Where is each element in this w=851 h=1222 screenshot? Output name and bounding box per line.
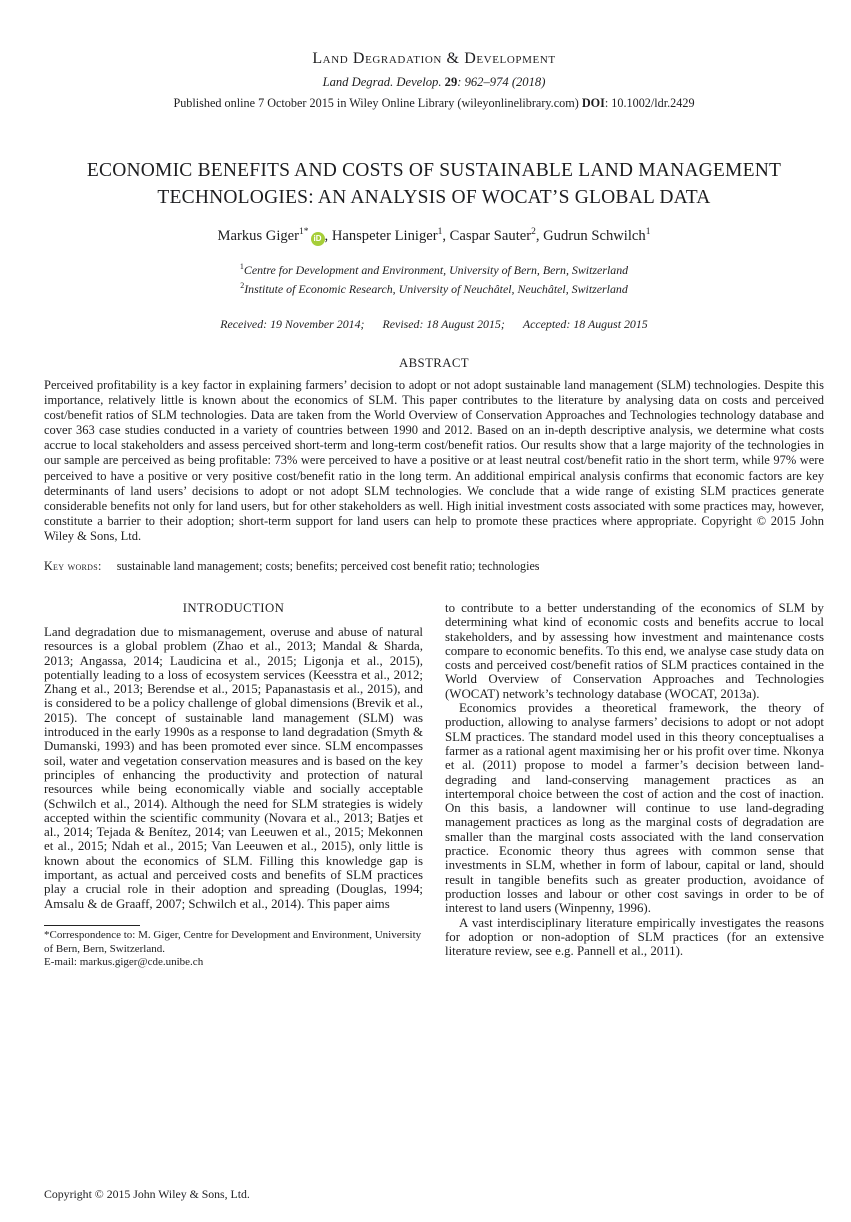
author-name: Caspar Sauter <box>449 228 532 244</box>
journal-name: Land Degradation & Development <box>312 50 556 67</box>
body-columns <box>44 601 824 970</box>
correspondence-footnote <box>44 925 423 970</box>
correspondence-email: E-mail: markus.giger@cde.unibe.ch <box>44 956 204 969</box>
accepted-date: Accepted: 18 August 2015 <box>522 316 648 331</box>
doi-label: DOI <box>581 96 605 110</box>
volume-number: 29 <box>444 75 458 89</box>
orcid-icon: iD <box>311 232 325 246</box>
title-block <box>44 157 824 332</box>
published-line <box>44 96 824 111</box>
keywords-label: Key words: <box>44 558 102 573</box>
affiliation-list <box>44 259 824 298</box>
article-title-line1: ECONOMIC BENEFITS AND COSTS OF SUSTAINABLE LAND MANAGEMENT <box>86 160 782 181</box>
received-date: Received: 19 November 2014; <box>220 316 365 331</box>
introduction-paragraph-right-3: A vast interdisciplinary literature empirically investigates the reasons for adoption or non-adoption of SLM practices (for an extensive literature review, see e.g. Pannell et al., 2011). <box>445 915 824 959</box>
journal-header <box>44 0 824 111</box>
author-name: Hanspeter Liniger <box>331 228 438 244</box>
article-title-line2: TECHNOLOGIES: AN ANALYSIS OF WOCAT’S GLOBAL DATA <box>157 187 711 208</box>
introduction-paragraph-right-2: Economics provides a theoretical framework, the theory of production, allowing to analyse farmers’ decisions to adopt or not adopt SLM practices. The standard model used in this theory conceptualises a farmer as a rational agent maximising her or his profit over time. Nkonya et al. (2011) propose to model a farmer’s decision between land-degrading and land-conserving management practices as an intertemporal choice between the cost of action and the cost of inaction. On this basis, a landowner will continue to use land-degrading management practices as long as the marginal costs of degradation are smaller than the marginal costs associated with the land conservation practice. Economic theory thus agrees with common sense that investments in SLM, whether in form of labour, capital or land, should result in tangible benefits such as greater production, avoidance of production losses and labour or other cost savings in order to be of interest to land users (Winpenny, 1996). <box>445 701 824 916</box>
author-name: Markus Giger <box>217 228 300 244</box>
affiliation-2 <box>44 278 824 297</box>
journal-abbrev: Land Degrad. Develop. <box>322 75 442 89</box>
author-name: Gudrun Schwilch <box>543 228 646 244</box>
citation-line <box>44 75 824 90</box>
right-column <box>445 601 824 970</box>
article-history <box>44 317 824 332</box>
introduction-paragraph-right-1: to contribute to a better understanding of the economics of SLM by determining what kind of economic costs and benefits accrue to local stakeholders, and by assessing how investment and maintenance costs compare to economic benefits. To this end, we analyse case study data on costs and perceived cost/benefit ratios of SLM practices contained in the World Overview of Conservation Approaches and Technologies (WOCAT) network’s technology database (WOCAT, 2013a). <box>445 600 825 701</box>
affiliation-text: Institute of Economic Research, University of Neuchâtel, Neuchâtel, Switzerland <box>244 282 628 297</box>
author-affiliation-marker: 1* <box>299 227 309 238</box>
affiliation-1 <box>44 259 824 278</box>
keywords-text: sustainable land management; costs; benefits; perceived cost benefit ratio; technologies <box>116 558 540 573</box>
affiliation-text: Centre for Development and Environment, University of Bern, Bern, Switzerland <box>243 262 629 277</box>
author-separator: , <box>442 228 450 244</box>
footnote-rule <box>44 925 140 926</box>
author-affiliation-marker: 1 <box>645 227 651 238</box>
author-separator: , <box>535 228 544 244</box>
published-text: Published online 7 October 2015 in Wiley Online Library (wileyonlinelibrary.com) <box>173 96 582 110</box>
revised-date: Revised: 18 August 2015; <box>382 316 505 331</box>
article-title <box>44 157 824 211</box>
doi-value: : 10.1002/ldr.2429 <box>604 96 695 110</box>
author-list <box>44 228 824 246</box>
abstract-heading: ABSTRACT <box>398 355 470 370</box>
keywords-line <box>44 559 824 574</box>
left-column <box>44 601 423 970</box>
introduction-paragraph-left: Land degradation due to mismanagement, overuse and abuse of natural resources is a global problem (Zhao et al., 2013; Mandal & Sharda, 2013; Angassa, 2014; Laudicina et al., 2015; Ligonja et al., 2015), potentially leading to a loss of ecosystem services (Keesstra et al., 2012; Zhang et al., 2013; Berendse et al., 2015; Papanastasis et al., 2015), and is considered to be a policy challenge of global dimensions (Brevik et al., 2015). The concept of sustainable land management (SLM) was introduced in the early 1990s as a response to land degradation (Smyth & Dumanski, 1993) and has been promoted ever since. SLM encompasses soil, water and vegetation conservation measures and is based on the key principles of enhancing the productivity and protection of natural resources while being economically viable and socially acceptable (Schwilch et al., 2014). Although the need for SLM strategies is widely accepted within the scientific community (Novara et al., 2013; Batjes et al., 2014; Tejada & Benítez, 2014; van Leeuwen et al., 2015; Mekonnen et al., 2015; Ndah et al., 2015; Van Leeuwen et al., 2015), only little is known about the economics of SLM. Filling this knowledge gap is important, as actual and perceived costs and benefits of SLM practices play a crucial role in their adoption and spreading (Douglas, 1994; Amsalu & de Graaff, 2007; Schwilch et al., 2014). This paper aims <box>44 624 423 911</box>
copyright-footer: Copyright © 2015 John Wiley & Sons, Ltd. <box>44 1187 250 1201</box>
affiliation-marker: 1 <box>239 262 244 271</box>
author-separator: , <box>324 228 332 244</box>
author-affiliation-marker: 1 <box>437 227 443 238</box>
correspondence-text: *Correspondence to: M. Giger, Centre for Development and Environment, University of Bern, Bern, Switzerland. <box>44 928 422 955</box>
author-affiliation-marker: 2 <box>531 227 536 238</box>
abstract-text: Perceived profitability is a key factor in explaining farmers’ decision to adopt or not adopt sustainable land management (SLM) technologies. Despite this importance, relatively little is known about the economics of SLM. This paper contributes to the literature by analysing data on costs and perceived cost/benefit ratios of SLM technologies. Data are taken from the World Overview of Conservation Approaches and Technologies technology database and cover 363 case studies conducted in a variety of countries between 1990 and 2012. Based on an in-depth descriptive analysis, we determine what costs accrue to local stakeholders and assess perceived short-term and long-term cost/benefit ratios. Our results show that a large majority of the technologies in our sample are perceived as being profitable: 73% were perceived to have a positive or at least neutral cost/benefit ratio in the short term, while 97% were perceived to have a positive or very positive cost/benefit ratio in the long term. An additional empirical analysis confirms that economic factors are key determinants of land users’ decisions to adopt or not adopt SLM technologies. We conclude that a wide range of existing SLM practices generate considerable benefits not only for land users, but for other stakeholders as well. High initial investment costs associated with some practices may, however, constitute a barrier to their adoption; short-term support for land users can help to promote these practices where appropriate. Copyright © 2015 John Wiley & Sons, Ltd. <box>44 377 824 543</box>
introduction-heading: INTRODUCTION <box>182 600 285 615</box>
pages-year: : 962–974 (2018) <box>457 75 546 89</box>
affiliation-marker: 2 <box>240 281 245 291</box>
